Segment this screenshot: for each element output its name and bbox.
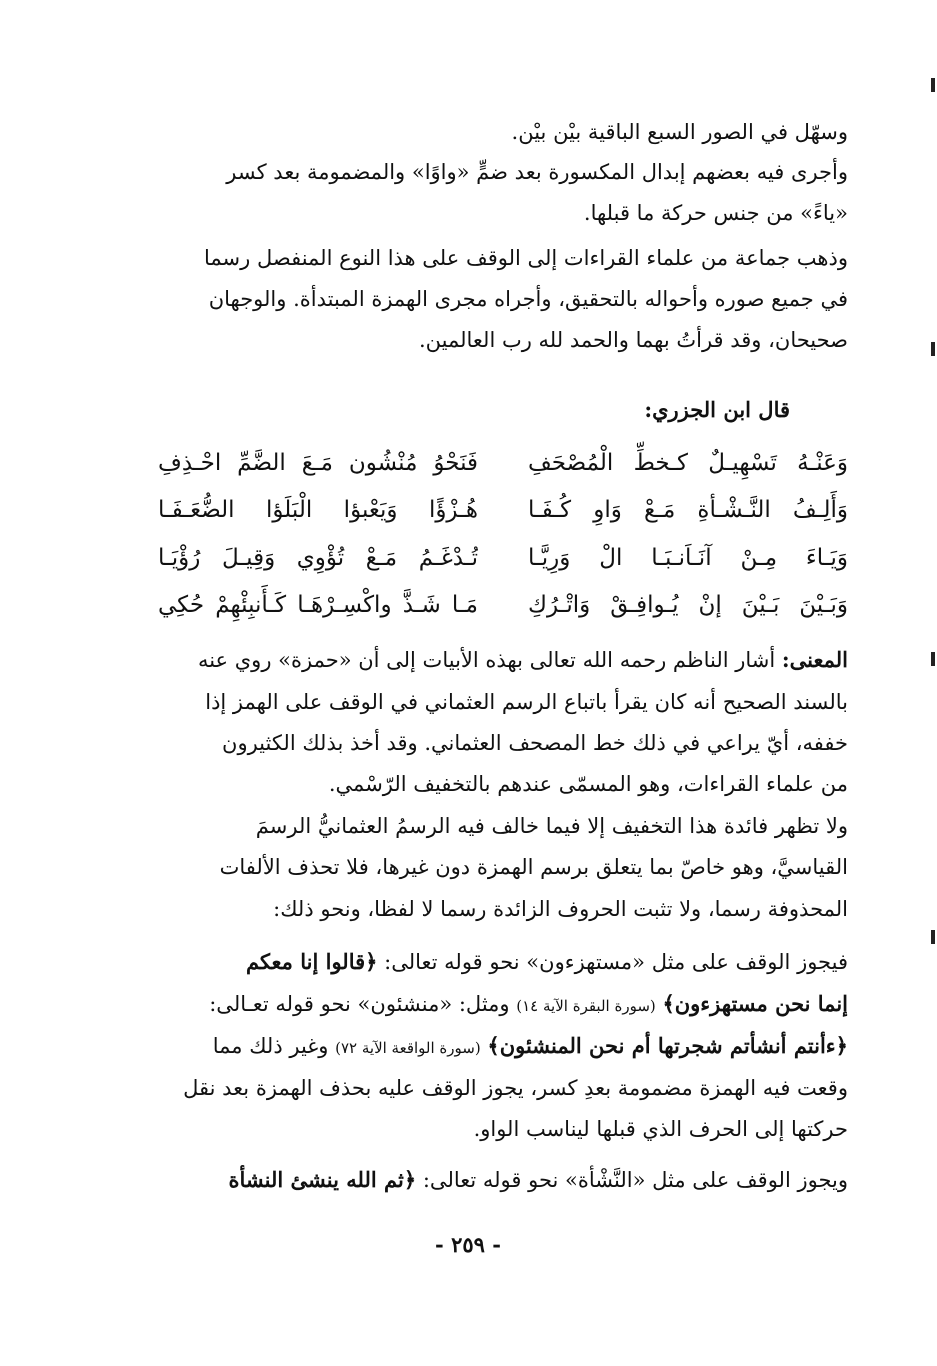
paragraph-line: وسهّل في الصور السبع الباقية بيْن بيْن.	[511, 120, 848, 144]
quran-reference: (سورة البقرة الآية ١٤)	[516, 997, 656, 1015]
paragraph-line: وأجرى فيه بعضهم إبدال المكسورة بعد ضمٍّ «واوًا» والمضمومة بعد كسر	[226, 160, 848, 184]
verse-first-hemistich: وَأَلِـفُ النَّـشْـأةِ مَـعْ وَاوِ كُـفَـا	[528, 497, 848, 523]
poem-verse	[158, 582, 848, 628]
example-line: وقعت فيه الهمزة مضمومة بعدِ كسر، يجوز الوقف عليه بحذف الهمزة بعد نقل	[183, 1076, 848, 1100]
quran-reference: (سورة الواقعة الآية ٧٢)	[335, 1039, 481, 1057]
scan-margin-mark	[931, 652, 935, 666]
example-line: حركتها إلى الحرف الذي قبلها ليناسب الواو.	[473, 1117, 848, 1141]
quran-quote: ﴿ءأنتم أنشأتم شجرتها أم نحن المنشئون﴾	[487, 1033, 848, 1058]
meaning-line: بالسند الصحيح أنه كان يقرأ باتباع الرسم العثماني في الوقف على الهمز إذا	[205, 690, 848, 714]
verse-first-hemistich: وَعَنْـهُ تَسْهِيـلٌ كـخطِّ الْمُصْحَفِ	[528, 450, 848, 476]
paragraph-line: المحذوفة رسما، ولا تثبت الحروف الزائدة رسما لا لفظا، ونحو ذلك:	[273, 897, 848, 921]
meaning-label: المعنى:	[781, 647, 848, 672]
verse-second-hemistich: تُـدْغَـمُ مَـعْ تُؤْوِي وَقِيـلَ رُؤْيَـا	[158, 545, 478, 571]
verse-second-hemistich: مَـا شَـذَّ واكْسِـرْهَـا كَـأَنبِئْهِمْ حُكِي	[158, 592, 478, 618]
example-text: ويجوز الوقف على مثل «النَّشْأة» نحو قوله تعالى:	[422, 1168, 848, 1192]
scan-margin-mark	[931, 78, 935, 92]
paragraph-line: صحيحان، وقد قرأتُ بهما والحمد لله رب العالمين.	[418, 328, 848, 352]
poem-verse	[158, 440, 848, 486]
example-line	[158, 1026, 848, 1066]
example-text: وغير ذلك مما	[212, 1034, 329, 1058]
paragraph-line: وذهب جماعة من علماء القراءات إلى الوقف على هذا النوع المنفصل رسما	[204, 246, 848, 270]
poem-verse	[158, 487, 848, 533]
example-text: ومثل: «منشئون» نحو قوله تعـالى:	[209, 992, 510, 1016]
verse-second-hemistich: فَنَحْوُ مُنْشُون مَـعَ الضَّمِّ احْـذِفِ	[158, 450, 478, 476]
meaning-line: خففه، أيّ يراعي في ذلك خط المصحف العثماني. وقد أخذ بذلك الكثيرون	[222, 731, 848, 755]
example-line	[158, 1160, 874, 1200]
quran-quote: ﴿ثم الله ينشئ النشأة	[228, 1167, 417, 1192]
scan-margin-mark	[931, 930, 935, 944]
verse-second-hemistich: هُـزْؤًا وَيَعْبؤا الْبَلَؤا الضُّعَـفَـا	[158, 497, 478, 523]
example-line	[158, 942, 874, 982]
quran-quote: إنما نحن مستهزءون﴾	[662, 991, 848, 1016]
example-line	[158, 984, 848, 1024]
example-text: فيجوز الوقف على مثل «مستهزءون» نحو قوله تعالى:	[384, 950, 848, 974]
scan-margin-mark	[931, 342, 935, 356]
meaning-line: من علماء القراءات، وهو المسمّى عندهم بالتخفيف الرّسْمي.	[328, 772, 848, 796]
verse-first-hemistich: وَيَـاءَ مِـنْ آنَـاَنـبَـا الْ وَرِيَّـا	[528, 545, 848, 571]
meaning-line	[158, 640, 874, 680]
paragraph-line: في جميع صوره وأحواله بالتحقيق، وأجراه مجرى الهمزة المبتدأة. والوجهان	[208, 287, 848, 311]
meaning-text: أشار الناظم رحمه الله تعالى بهذه الأبيات إلى أن «حمزة» روي عنه	[197, 648, 776, 672]
paragraph-line: «ياءً» من جنس حركة ما قبلها.	[583, 201, 848, 225]
paragraph-line: القياسيَّ، وهو خاصّ بما يتعلق برسم الهمزة دون غيرها، فلا تحذف الألفات	[219, 855, 848, 879]
page-number: - ٢٥٩ -	[435, 1232, 501, 1257]
poem-heading: قال ابن الجزري:	[644, 397, 790, 422]
verse-first-hemistich: وَبَـيْنَ بَـيْنَ إنْ يُـوافِـقْ وَاتْـرُكِ	[528, 592, 848, 618]
quran-quote: ﴿قالوا إنا معكم	[245, 949, 378, 974]
paragraph-line: ولا تظهر فائدة هذا التخفيف إلا فيما خالف فيه الرسمُ العثمانيُّ الرسمَ	[255, 814, 848, 838]
poem-verse	[158, 535, 848, 581]
